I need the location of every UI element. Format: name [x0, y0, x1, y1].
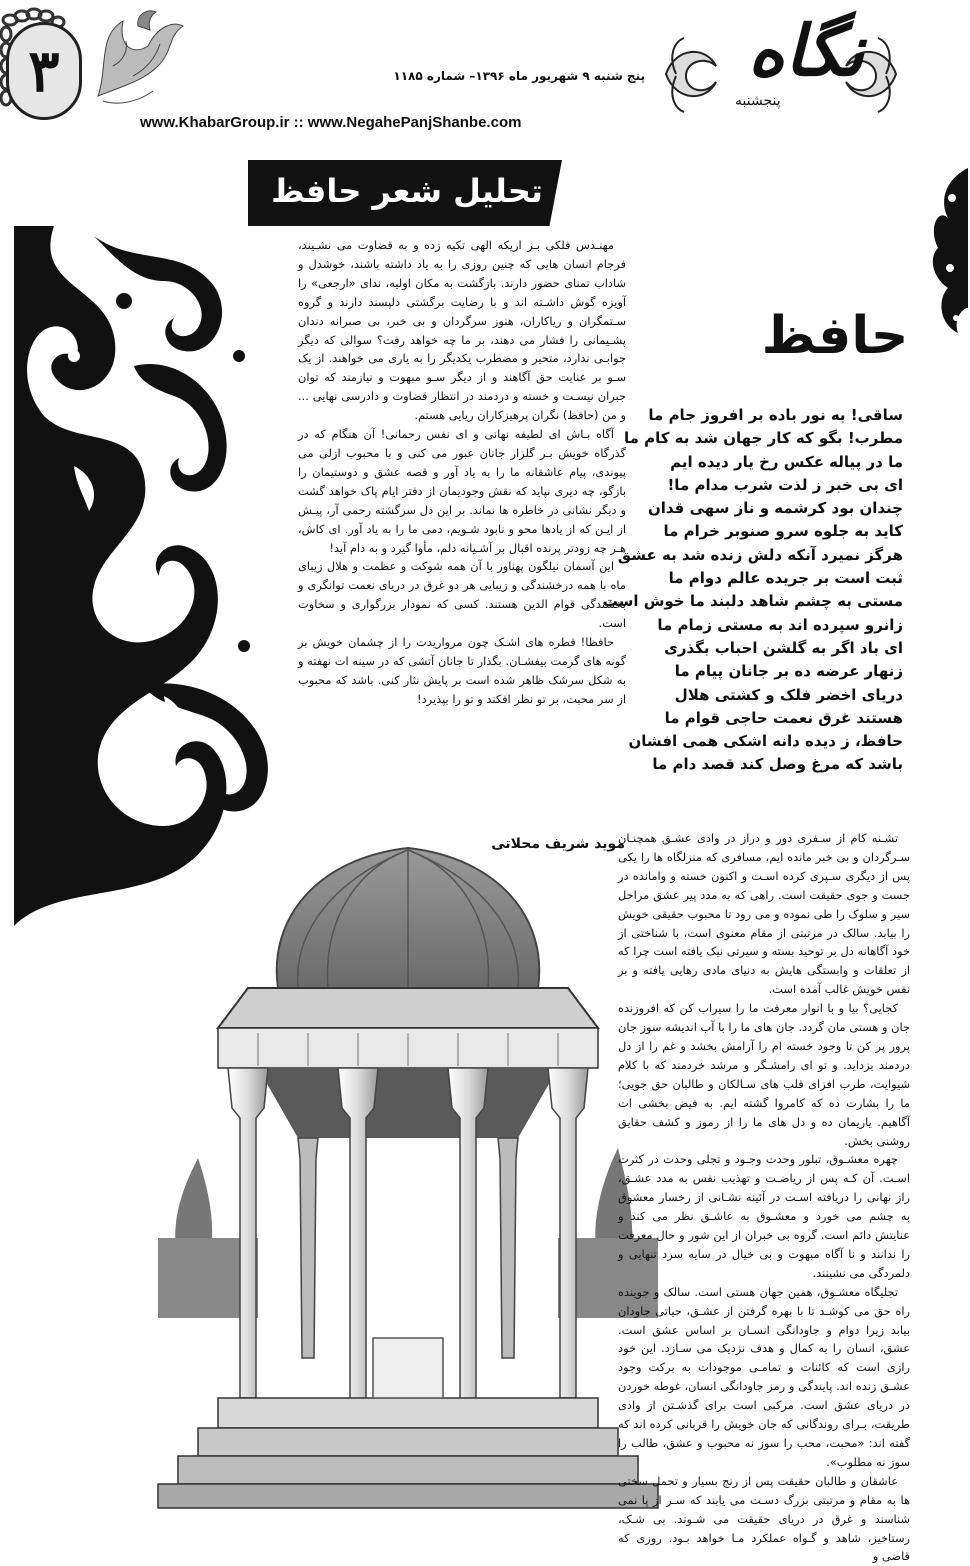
article-paragraph: کجایی؟ بیا و با انوار معرفت ما را سیراب کن که افروزنده جان و هستی مان گردد. جان های ما را با آب اندیشه سوز جان پرور پر کن تا وجود خسته ام را آرامش بخشد و غم را از دل دردمند بزداید. و تو ای رامشـگر و مرشد خردمند که با کلام شیوایت، طرب افزای قلب های سـالکان و طالبان حق جویی؛ ما را بشارت ده که کامروا گشته ایم. به فیض بخشی ات آگاهیم. یاریمان ده و دل های ما را از رموز و کشف حقایق روشنی بخش. — [618, 1001, 910, 1148]
poem-verse: مطرب! بگو که کار جهان شد به کام ما — [623, 429, 903, 448]
page-number: ۳ — [28, 37, 60, 105]
article-column-right — [618, 829, 910, 1566]
poem-verse: زانرو سپرده اند به مستی زمام ما — [657, 615, 903, 634]
article-paragraph: حافظا! قطره های اشـک چون مرواریدت را از چشمان خویش بر گونه های گرمت بیفشـان. بگذار تا جانان آتشی که در سینه ات نهفته و به شکل سرشک ظاهر شده است بر پایش نثار کنی. باشد که محبوب از سر محبت، بر تو نظر افکند و تو را بپذیرد! — [298, 635, 626, 706]
website-urls: www.KhabarGroup.ir :: www.NegahePanjShanbe.com — [140, 114, 522, 131]
logo-subtitle: پنجشنبه — [735, 93, 781, 109]
poem-verse: ای بی خبر ز لذت شرب مدام ما! — [667, 475, 903, 494]
section-title: تحلیل شعر حافظ — [271, 172, 543, 210]
poem-verse: مستی به چشم شاهد دلبند ما خوش است — [602, 592, 903, 611]
arabesque-ornament — [14, 226, 276, 926]
phoenix-bird-icon — [78, 6, 188, 116]
article-paragraph: مهنـدس فلکی بـر اریکه الهی تکیه زده و به قضاوت می نشـیند، فرجام انسان هایی که چنین روزی را به یاد داشته باشند، خوشدل و شاداب تمنای حضور دارند. بازگشت به مکان اولیه، ندای «ارجعی» را آویزه گوش داشـته اند و با رضایت برگشتی دلپسند دارند و گروه سـتمگران و ریاکاران، هنوز سرگردان و بی خبر، بی صبرانه دندان پشـیمانی را فشار می دهند، بر ما چه خواهد رفت؟ سوالی که دیگر جوابـی ندارد، متحیر و مضطرب یکدیگر را به یاری می خواهند. از یک سـو بر عنایت حق آگاهند و از دیگر سـو مبهوت و نیازمند که توان جبران نیسـت و خسته و دردمند در انتظار قضاوت و دادرسی نهایی ... و من (حافظ) نگران پرهیزکاران ریایی هستم. — [298, 238, 626, 423]
poem-verse: زنهار عرضه ده بر جانان پیام ما — [674, 662, 903, 681]
poem-verse: ای باد اگر به گلشن احباب بگذری — [664, 638, 903, 657]
article-paragraph: تجلیگاه معشـوق، همین جهان هستی است. سالک و جوینده راه حق می کوشـد تا با بهره گرفتن از عشـق، حیاتی جاودان بیابد زیرا دوام و جاودانگی انسـان بر اساس عشق است. عشق، انسان را به کمال و هدف نزدیک می سـازد. این خود رازی است که کائنات و تمامـی موجودات به برکت وجود عشـق زنده اند. پایندگی و رمز جاودانگی انسان، غوطه خوردن در دریای عشق است. مرکبی است برای گذشـتن از وادی طریقت، بـرای روندگانی که جان خویش را قربانی کرده اند که گفته اند: «محبت، محب را سوز نه محبوب و عشق، طالب را سوز نه مطلوب». — [618, 1284, 910, 1469]
issue-date-line: پنج شنبه ۹ شهریور ماه ۱۳۹۶– شماره ۱۱۸۵ — [393, 69, 645, 83]
poem-verse: باشد که مرغ وصل کند قصد دام ما — [652, 755, 903, 774]
poem-title: حافظ — [761, 306, 909, 366]
poem-verse: چندان بود کرشمه و ناز سهی قدان — [647, 499, 903, 518]
poem-verse: ثبت است بر جریده عالم دوام ما — [668, 569, 903, 588]
article-paragraph: تشـنه کام از سـفری دور و دراز در وادی عشـق همچنـان سـرگردان و بی خبر مانده ایم، مسافری که منزلگاه ها را یکی پس از دیگری سـپری کرده اسـت و اکنون خسته و وامانده در جست و جوی حقیقت است. راهی که به مدد پیر عشق مراحل سیر و سلوک را طی نموده و می رود تا محبوب حقیقی خویش را بیابد. سالک در مرتبتی از مقام معنوی است، با شناختی از خود آگاهانه دل بر توحید بسته و سیرتی نیک یافته است چرا که از تعلقات و وابستگی هایش به دنیای مادی رهایی یافته و بر نفس خویش غالب آمده است. — [618, 831, 910, 997]
side-ornament — [928, 158, 968, 358]
poem-verse: حافظ، ز دیده دانه اشکی همی افشان — [628, 732, 903, 751]
poem-verse: ما در پیاله عکس رخ یار دیده ایم — [670, 452, 903, 471]
poem-verses — [602, 404, 903, 777]
article-paragraph: چهره معشـوق، تبلور وحدت وجـود و تجلی وحدت در کثرت اسـت. آن کـه پس از ریاضـت و تهذیب نفس به مدد عشـق، راز نهانی را دریافته اسـت در آئینه نشـانی از رخسار معشوق به چشم می خورد و معشـوق به عاشـق نظر می کند و عنایتش دائم است. گروه بی خبران از این شور و حال معرفت را ندانند و نا آگاه مبهوت و بی خیال در سایه سرد تنهایی و دلمردگی می نشینند. — [618, 1152, 910, 1280]
article-paragraph: آگاه بـاش ای لطیفه نهانی و ای نفس رحمانی! آن هنگام که در گذرگاه خویش بـر گلزار جانان عبور می کنی و با محبوب ازلی می پیوندی، پیام عاشقانه ما را به یاد آور و قصه عشق و دوستیمان را بازگو، چه دیری نپاید که نقش وجودیمان از دفتر ایام پاک خواهد گشت و دیگر نشانی در خاطره ها نماند. بر این دل سرگشته رحمی آر، پیـش از ایـن که از یادها محو و نابود شـویم، دمی ما را به یاد آور. ای کاش، هـر چه زودتر پرنده اقبال بر آشـیانه دلم، مأوا گیرد و به دام آید! — [298, 427, 626, 555]
poem-verse: کاید به جلوه سرو صنوبر خرام ما — [663, 522, 903, 541]
logo-wordmark: نگاه — [748, 9, 865, 92]
poem-verse: هرگز نمیرد آنکه دلش زنده شد به عشق — [617, 545, 903, 564]
author-name: موید شریف محلاتی — [491, 836, 625, 852]
article-paragraph: عاشقان و طالبان حقیقت پس از رنج بسیار و تحمل سختی ها به مقام و مرتبتی بزرگ دسـت می یابند که سـر از پا نمی شناسند و غرق در دریای حقیقت می شـوند. بی شـک، رستاخیز، شاهد و گـواه عملکرد مـا خواهد بـود. روزی که قاضی و — [618, 1473, 910, 1564]
poem-verse: ساقی! به نور باده بر افروز جام ما — [648, 406, 903, 424]
hafezieh-tomb-illustration — [158, 838, 658, 1508]
poem-verse: هستند غرق نعمت حاجی قوام ما — [664, 708, 903, 727]
article-paragraph: این آسمان نیلگون پهناور با آن همه شوکت و عظمت و هلال زیبای ماه با همه درخشندگی و زیبایی هر دو غرق در دریای نعمت توانگری و بخشندگی قوام الدین هستند. کسی که نمودار بزرگواری و سخاوت است. — [298, 559, 626, 631]
page-number-badge — [6, 22, 82, 120]
article-column-left — [298, 236, 626, 709]
poem-verse: دریای اخضر فلک و کشتی هلال — [674, 685, 903, 704]
